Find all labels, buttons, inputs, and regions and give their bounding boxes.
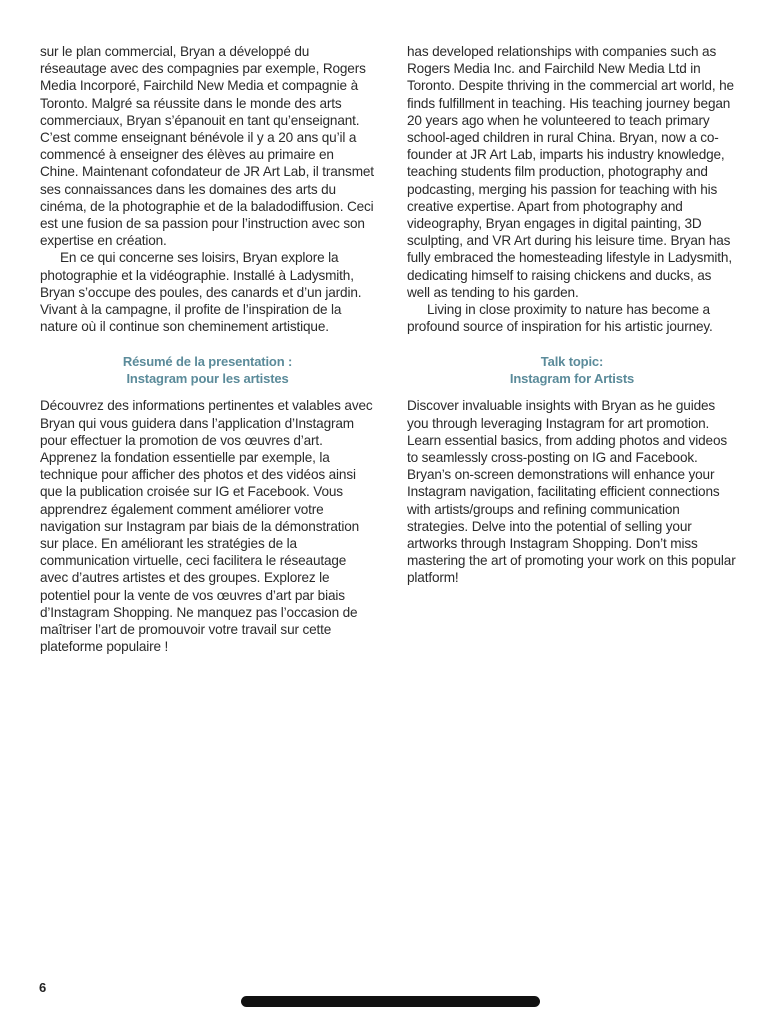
- english-heading-line-1: Talk topic:: [540, 354, 604, 370]
- english-heading-line-2: Instagram for Artists: [509, 371, 635, 387]
- french-heading-line-2: Instagram pour les artistes: [126, 371, 289, 387]
- french-talk-heading: [40, 353, 375, 387]
- english-summary-paragraph: Discover invaluable insights with Bryan as he guides you through leveraging Instagram for art promotion. Learn essential basics, from adding photos and videos to seamlessly cross-posting on IG and Facebook. Bryan’s on-screen demonstrations will enhance your Instagram navigation, facilitating efficient connections with artists/groups and refining communication strategies. Delve into the potential of selling your artworks through Instagram Shopping. Don’t miss mastering the art of promoting your work on this popular platform!: [407, 398, 736, 586]
- home-indicator-bar[interactable]: [241, 996, 540, 1007]
- english-talk-heading: [407, 353, 737, 387]
- french-column: [40, 43, 375, 656]
- french-heading-line-1: Résumé de la presentation :: [122, 354, 293, 370]
- french-summary-paragraph: Découvrez des informations pertinentes et valables avec Bryan qui vous guidera dans l’application d’Instagram pour effectuer la promotion de vos œuvres d’art. Apprenez la fondation essentielle par exemple, la technique pour afficher des photos et des vidéos ainsi que la publication croisée sur IG et Facebook. Vous apprendrez également comment améliorer votre navigation sur Instagram par biais de la démonstration sur place. En améliorant les stratégies de la communication virtuelle, ceci facilitera le réseautage avec d’autres artistes et des groupes. Explorez le potentiel pour la vente de vos œuvres d’art par biais d’Instagram Shopping. Ne manquez pas l’occasion de maîtriser l’art de promouvoir votre travail sur cette plateforme populaire !: [40, 398, 373, 655]
- page-number: 6: [39, 980, 47, 995]
- english-bio-paragraph-1: has developed relationships with companies such as Rogers Media Inc. and Fairchild New Media Ltd in Toronto. Despite thriving in the commercial art world, he finds fulfillment in teaching. His teaching journey began 20 years ago when he volunteered to teach primary school-aged children in rural China. Bryan, now a co-founder at JR Art Lab, imparts his industry knowledge, teaching students film production, photography and podcasting, merging his passion for teaching with his creative expertise. Apart from photography and videography, Bryan engages in digital painting, 3D sculpting, and VR Art during his leisure time. Bryan has fully embraced the homesteading lifestyle in Ladysmith, dedicating himself to raising chickens and ducks, as well as tending to his garden.: [407, 44, 734, 300]
- french-bio-paragraph-2: En ce qui concerne ses loisirs, Bryan explore la photographie et la vidéographie. Installé à Ladysmith, Bryan s’occupe des poules, des canards et d’un jardin. Vivant à la campagne, il profite de l’inspiration de la nature où il continue son cheminement artistique.: [40, 250, 362, 335]
- french-bio-paragraph-1: sur le plan commercial, Bryan a développé du réseautage avec des compagnies par exemple, Rogers Media Incorporé, Fairchild New Media et compagnie à Toronto. Malgré sa réussite dans le monde des arts commerciaux, Bryan s’épanouit en tant qu’enseignant. C’est comme enseignant bénévole il y a 20 ans qu’il a commencé à enseigner des élèves au primaire en Chine. Maintenant cofondateur de JR Art Lab, il transmet ses connaissances dans les domaines des arts du cinéma, de la photographie et de la baladodiffusion. Ceci est une fusion de sa passion pour l’instruction avec son expertise en création.: [40, 44, 374, 249]
- english-column: [407, 43, 737, 587]
- english-bio-paragraph-2: Living in close proximity to nature has become a profound source of inspiration for his artistic journey.: [407, 302, 713, 335]
